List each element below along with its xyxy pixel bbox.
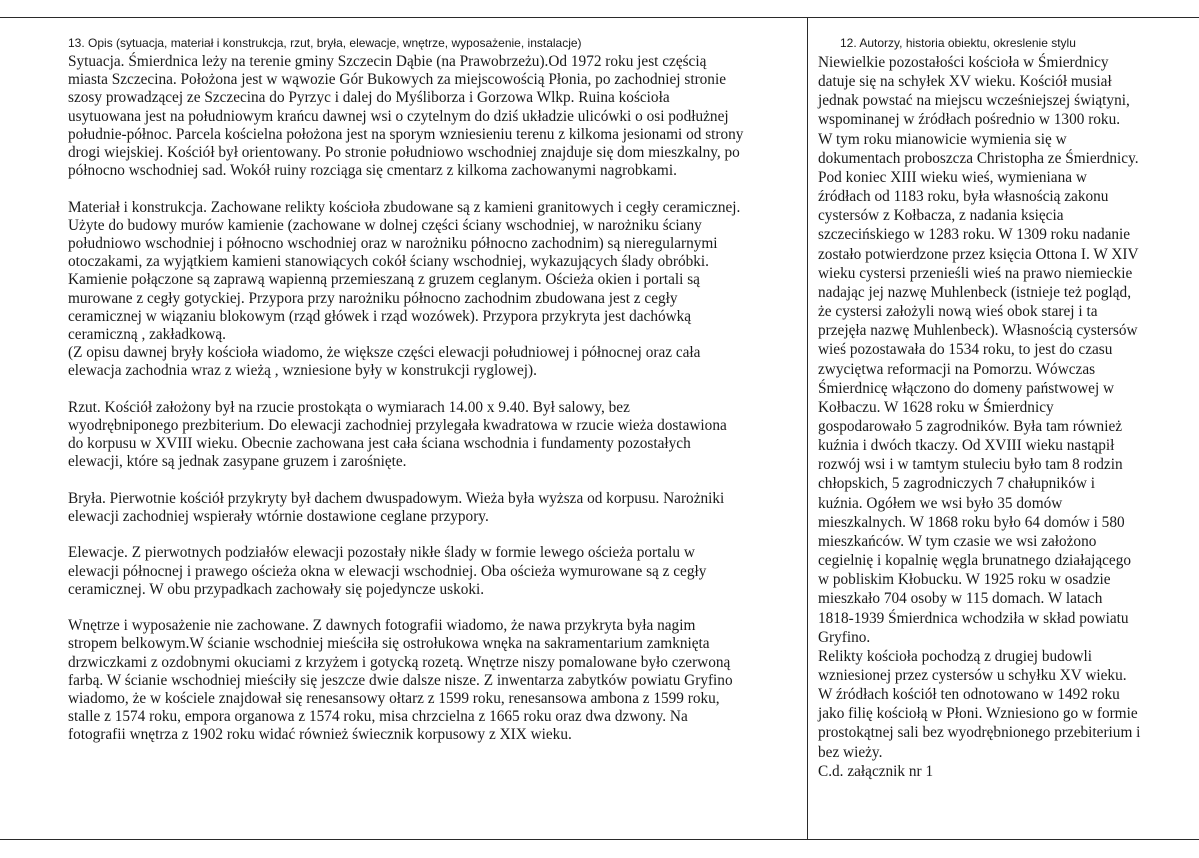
- text-line: Relikty kościoła pochodzą z drugiej budowli: [818, 647, 1093, 665]
- text-line: przejęła nazwę Muhlenbeck). Własnością cystersów: [818, 322, 1138, 340]
- text-line: Rzut. Kościół założony był na rzucie prostokąta o wymiarach 14.00 x 9.40. Był salowy, bez: [68, 398, 630, 416]
- text-line: elewacji, które są jednak zasypane gruzem i zarośnięte.: [68, 453, 407, 471]
- text-line: farbą. W ścianie wschodniej mieściły się jeszcze dwie dalsze nisze. Z inwentarza zabytków powiatu Gryfino: [68, 671, 733, 689]
- text-line: chłopskich, 5 zagrodniczych 7 chałupników i: [818, 475, 1095, 493]
- text-line: kuźnia i dwóch tkaczy. Od XVIII wieku nastąpił: [818, 437, 1115, 455]
- text-line: (Z opisu dawnej bryły kościoła wiadomo, że większe części elewacji południowej i północnej oraz cała: [68, 344, 701, 362]
- text-line: nadając jej nazwę Muhlenbeck (istnieje też pogląd,: [818, 283, 1132, 301]
- text-line: wzniesionej przez cystersów u schyłku XV wieku.: [818, 667, 1127, 684]
- attachment-note: C.d. załącznik nr 1: [818, 762, 934, 780]
- text-line: Sytuacja. Śmierdnica leży na terenie gminy Szczecin Dąbie (na Prawobrzeżu).Od 1972 roku jest częścią: [68, 53, 707, 70]
- text-line: szosy prowadzącej ze Szczecina do Pyrzyc i dalej do Myśliborza i Gorzowa Wlkp. Ruina kościoła: [68, 89, 670, 107]
- text-line: Niewielkie pozostałości kościoła w Śmierdnicy: [818, 54, 1109, 71]
- description-column: [68, 53, 803, 763]
- text-line: Wnętrze i wyposażenie nie zachowane. Z dawnych fotografii wiadomo, że nawa przykryta była nagim: [68, 617, 696, 635]
- text-line: wieś pozostawała do 1534 roku, to jest do czasu: [818, 341, 1113, 359]
- text-line: drogi wiejskiej. Kościół był orientowany. Po stronie południowo wschodniej znajduje się dom mieszkalny, po: [68, 144, 740, 162]
- text-line: wiadomo, że w kościele znajdował się renesansowy ołtarz z 1599 roku, renesansowa ambona z 1599 roku,: [68, 690, 720, 708]
- text-line: północno wschodniej sad. Wokół ruiny rozciąga się cmentarz z kilkoma zachowanymi nagrobkami.: [68, 162, 677, 180]
- text-line: 1818-1939 Śmierdnica wchodziła w skład powiatu: [818, 609, 1129, 627]
- text-line: Materiał i konstrukcja. Zachowane relikty kościoła zbudowane są z kamieni granitowych i cegły ceramicznej.: [68, 198, 741, 216]
- text-line: W źródłach kościół ten odnotowano w 1492 roku: [818, 686, 1120, 704]
- description-heading: 13. Opis (sytuacja, materiał i konstrukcja, rzut, bryła, elewacje, wnętrze, wyposażenie, instalacje): [68, 36, 582, 50]
- text-line: Pod koniec XIII wieku wieś, wymieniana w: [818, 168, 1087, 186]
- text-line: bez wieży.: [818, 743, 883, 761]
- text-line: jednak powstać na miejscu wcześniejszej świątyni,: [818, 92, 1130, 110]
- text-line: Śmierdnicę włączono do domeny państwowej w: [818, 379, 1115, 397]
- text-line: południe-północ. Parcela kościelna położona jest na sporym wzniesieniu terenu z kilkoma jesionami od strony: [68, 125, 744, 143]
- text-line: prostokątnej sali bez wyodrębnionego przebiterium i: [818, 724, 1141, 742]
- text-line: Kamienie połączone są zaprawą wapienną przemieszaną z gruzem ceglanym. Ościeża okien i portali są: [68, 271, 700, 289]
- text-line: drzwiczkami z ozdobnymi okuciami z krzyżem i gotycką rozetą. Wnętrze niszy pomalowane było czerwoną: [68, 653, 731, 671]
- text-line: cystersów z Kołbacza, z nadania księcia: [818, 207, 1064, 225]
- text-line: ceramicznej w wiązaniu blokowym (rząd główek i rząd wozówek). Przypora przykryta jest dachówką: [68, 307, 692, 325]
- text-line: południowo wschodniej i północno wschodniej oraz w narożniku północno zachodnim) są nieregularnymi: [68, 235, 718, 253]
- text-line: wieku cystersi przenieśli wieś na prawo niemieckie: [818, 264, 1133, 282]
- paragraph-rzut: [68, 399, 803, 472]
- text-line: jako filię kościołą w Płoni. Wzniesiono go w formie: [818, 705, 1138, 723]
- text-line: kuźnia. Ogółem we wsi było 35 domów: [818, 494, 1063, 512]
- text-line: fotografii wnętrza z 1902 roku widać również świecznik korpusowy z XIX wieku.: [68, 726, 572, 744]
- text-line: Użyte do budowy murów kamienie (zachowane w dolnej części ściany wschodniej, w narożniku ściany: [68, 216, 702, 234]
- text-line: ceramiczną , zakładkową.: [68, 326, 226, 344]
- text-line: w pobliskim Kłobucku. W 1925 roku w osadzie: [818, 571, 1111, 589]
- text-line: Gryfino.: [818, 628, 871, 646]
- text-line: ceramicznej. W obu przypadkach zachowały się pojedyncze uskoki.: [68, 580, 485, 598]
- text-line: mieszkańców. W tym czasie we wsi założono: [818, 532, 1097, 550]
- paragraph-bryla: [68, 490, 803, 526]
- text-line: stalle z 1574 roku, empora organowa z 1574 roku, misa chrzcielna z 1665 roku oraz dwa dzwony. Na: [68, 708, 688, 726]
- text-line: miasta Szczecina. Położona jest w wąwozie Gór Bukowych za miejscowością Płonia, po zachodniej stronie: [68, 71, 726, 89]
- history-heading: 12. Autorzy, historia obiektu, okreslenie stylu: [840, 36, 1076, 50]
- text-line: elewacja zachodnia wraz z wieżą , wzniesione były w konstrukcji ryglowej).: [68, 362, 537, 380]
- text-line: Bryła. Pierwotnie kościół przykryty był dachem dwuspadowym. Wieża była wyższa od korpusu. Narożniki: [68, 489, 725, 507]
- text-line: gospodarowało 5 zagrodników. Była tam również: [818, 417, 1123, 435]
- text-line: W tym roku mianowicie wymienia się w: [818, 130, 1067, 148]
- text-line: Elewacje. Z pierwotnych podziałów elewacji pozostały nikłe ślady w formie lewego ościeża portalu w: [68, 544, 695, 562]
- text-line: elewacji zachodniej wspierały wtórnie dostawione ceglane przypory.: [68, 508, 489, 526]
- text-line: stropem belkowym.W ścianie wschodniej mieściła się ostrołukowa wnęka na sakramentarium zamknięta: [68, 635, 710, 653]
- bottom-border-line: [0, 839, 1199, 840]
- text-line: Kołbaczu. W 1628 roku w Śmierdnicy: [818, 398, 1054, 416]
- text-line: usytuowana jest na południowym krańcu dawnej wsi o czytelnym do dziś układzie ulicówki o osi podłużnej: [68, 107, 729, 125]
- history-column: [818, 53, 1178, 781]
- paragraph-sytuacja: [68, 53, 803, 180]
- text-line: datuje się na schyłek XV wieku. Kościół musiał: [818, 73, 1112, 91]
- text-line: wspominanej w źródłach pośrednio w 1300 roku.: [818, 111, 1121, 129]
- text-line: mieszkało 704 osoby w 115 domach. W latach: [818, 590, 1103, 608]
- text-line: murowane z cegły gotyckiej. Przypora przy narożniku północno zachodnim zbudowana jest z cegły: [68, 289, 678, 307]
- text-line: mieszkalnych. W 1868 roku było 64 domów i 580: [818, 513, 1125, 531]
- top-border-line: [0, 17, 1199, 18]
- text-line: szczecińskiego w 1283 roku. W 1309 roku nadanie: [818, 226, 1131, 244]
- text-line: elewacji północnej i prawego ościeża okna w elewacji wschodniej. Oba ościeża wymurowane są z cegły: [68, 562, 707, 580]
- paragraph-elewacje: [68, 544, 803, 599]
- paragraph-material: [68, 199, 803, 381]
- text-line: źródłach od 1183 roku, była własnością zakonu: [818, 188, 1109, 206]
- text-line: rozwój wsi i w tamtym stuleciu było tam 8 rodzin: [818, 456, 1123, 474]
- text-line: zwyciętwa reformacji na Pomorzu. Wówczas: [818, 360, 1096, 378]
- text-line: zostało potwierdzone przez księcia Ottona I. W XIV: [818, 245, 1139, 263]
- text-line: do korpusu w XVIII wieku. Obecnie zachowana jest cała ściana wschodnia i fundamenty pozostałych: [68, 435, 691, 453]
- paragraph-wnetrze: [68, 617, 803, 744]
- text-line: że cystersi założyli nową wieś obok starej i ta: [818, 303, 1098, 321]
- text-line: dokumentach proboszcza Christopha ze Śmierdnicy.: [818, 149, 1139, 167]
- text-line: cegielnię i kopalnię węgla brunatnego działającego: [818, 552, 1132, 570]
- column-divider: [807, 17, 808, 839]
- text-line: wyodrębniponego prezbiterium. Do elewacji zachodniej przylegała kwadratowa w rzucie wieża dostawiona: [68, 417, 727, 435]
- text-line: otoczakami, za wyjątkiem kamieni stanowiących cokół ściany wschodniej, wykazujących ślady obróbki.: [68, 253, 709, 271]
